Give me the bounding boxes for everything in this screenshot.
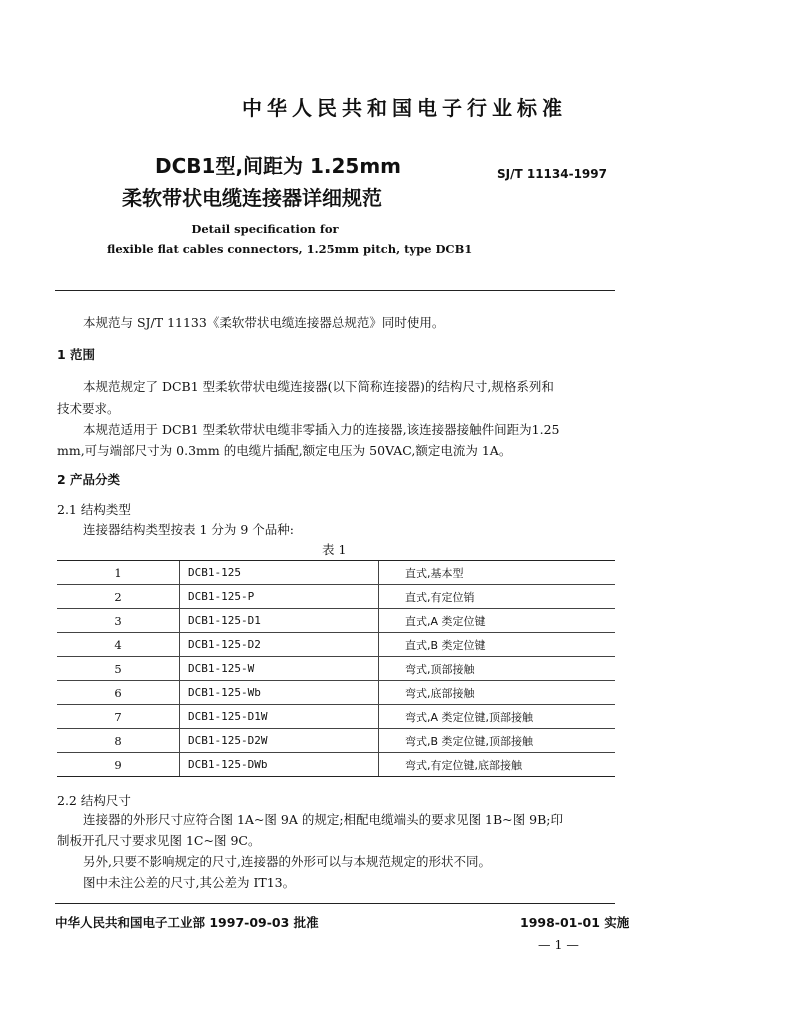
section-2-1-para: 连接器结构类型按表 1 分为 9 个品种: (83, 522, 295, 537)
model-cell: DCB1-125-D1 (180, 609, 379, 633)
section-2-1-heading: 2.1 结构类型 (57, 502, 131, 517)
row-number: 5 (57, 657, 180, 681)
section-1-para-1b: 技术要求。 (57, 401, 120, 416)
description-cell: 直式,B 类定位键 (379, 633, 616, 657)
section-1-para-2b: mm,可与端部尺寸为 0.3mm 的电缆片插配,额定电压为 50VAC,额定电流为 1A。 (57, 443, 512, 458)
standard-number: SJ/T 11134-1997 (497, 167, 607, 181)
section-2-2-para-2: 另外,只要不影响规定的尺寸,连接器的外形可以与本规范规定的形状不同。 (83, 854, 491, 869)
implementation-date: 1998-01-01 实施 (520, 915, 630, 930)
row-number: 7 (57, 705, 180, 729)
model-cell: DCB1-125-DWb (180, 753, 379, 777)
table-1 (57, 560, 615, 777)
top-rule (55, 290, 615, 291)
section-2-2-para-1a: 连接器的外形尺寸应符合图 1A~图 9A 的规定;相配电缆端头的要求见图 1B~图 9B;印 (83, 812, 563, 827)
description-cell: 弯式,顶部接触 (379, 657, 616, 681)
row-number: 1 (57, 561, 180, 585)
section-2-2-para-1b: 制板开孔尺寸要求见图 1C~图 9C。 (57, 833, 261, 848)
table-1-body (57, 561, 615, 777)
table-row (57, 681, 615, 705)
table-row (57, 753, 615, 777)
description-cell: 直式,基本型 (379, 561, 616, 585)
row-number: 9 (57, 753, 180, 777)
row-number: 2 (57, 585, 180, 609)
section-2-heading: 2 产品分类 (57, 472, 121, 487)
section-1-heading: 1 范围 (57, 347, 96, 362)
bottom-rule (55, 903, 615, 904)
description-cell: 弯式,有定位键,底部接触 (379, 753, 616, 777)
row-number: 3 (57, 609, 180, 633)
description-cell: 弯式,B 类定位键,顶部接触 (379, 729, 616, 753)
model-cell: DCB1-125-W (180, 657, 379, 681)
title-line-1: DCB1型,间距为 1.25mm (155, 154, 402, 178)
model-cell: DCB1-125-D2W (180, 729, 379, 753)
table-row (57, 609, 615, 633)
table-row (57, 633, 615, 657)
description-cell: 直式,有定位销 (379, 585, 616, 609)
table-row (57, 657, 615, 681)
approval-note: 中华人民共和国电子工业部 1997-09-03 批准 (55, 915, 319, 930)
row-number: 4 (57, 633, 180, 657)
english-title-line-2: flexible flat cables connectors, 1.25mm pitch, type DCB1 (107, 242, 473, 256)
section-2-2-heading: 2.2 结构尺寸 (57, 793, 131, 808)
row-number: 8 (57, 729, 180, 753)
section-1-para-1a: 本规范规定了 DCB1 型柔软带状电缆连接器(以下简称连接器)的结构尺寸,规格系列和 (83, 379, 554, 394)
description-cell: 弯式,A 类定位键,顶部接触 (379, 705, 616, 729)
page-number: — 1 — (538, 937, 579, 952)
title-line-2: 柔软带状电缆连接器详细规范 (122, 186, 382, 210)
model-cell: DCB1-125-Wb (180, 681, 379, 705)
row-number: 6 (57, 681, 180, 705)
model-cell: DCB1-125-D2 (180, 633, 379, 657)
description-cell: 直式,A 类定位键 (379, 609, 616, 633)
table-row (57, 705, 615, 729)
table-row (57, 729, 615, 753)
table-row (57, 561, 615, 585)
table-row (57, 585, 615, 609)
section-2-2-para-3: 图中未注公差的尺寸,其公差为 IT13。 (83, 875, 296, 890)
model-cell: DCB1-125-D1W (180, 705, 379, 729)
description-cell: 弯式,底部接触 (379, 681, 616, 705)
section-1-para-2a: 本规范适用于 DCB1 型柔软带状电缆非零插入力的连接器,该连接器接触件间距为1.25 (83, 422, 560, 437)
model-cell: DCB1-125 (180, 561, 379, 585)
model-cell: DCB1-125-P (180, 585, 379, 609)
table-caption: 表 1 (322, 542, 347, 557)
english-title-line-1: Detail specification for (191, 222, 339, 236)
intro-paragraph: 本规范与 SJ/T 11133《柔软带状电缆连接器总规范》同时使用。 (83, 315, 445, 330)
standard-header: 中华人民共和国电子行业标准 (242, 96, 567, 120)
